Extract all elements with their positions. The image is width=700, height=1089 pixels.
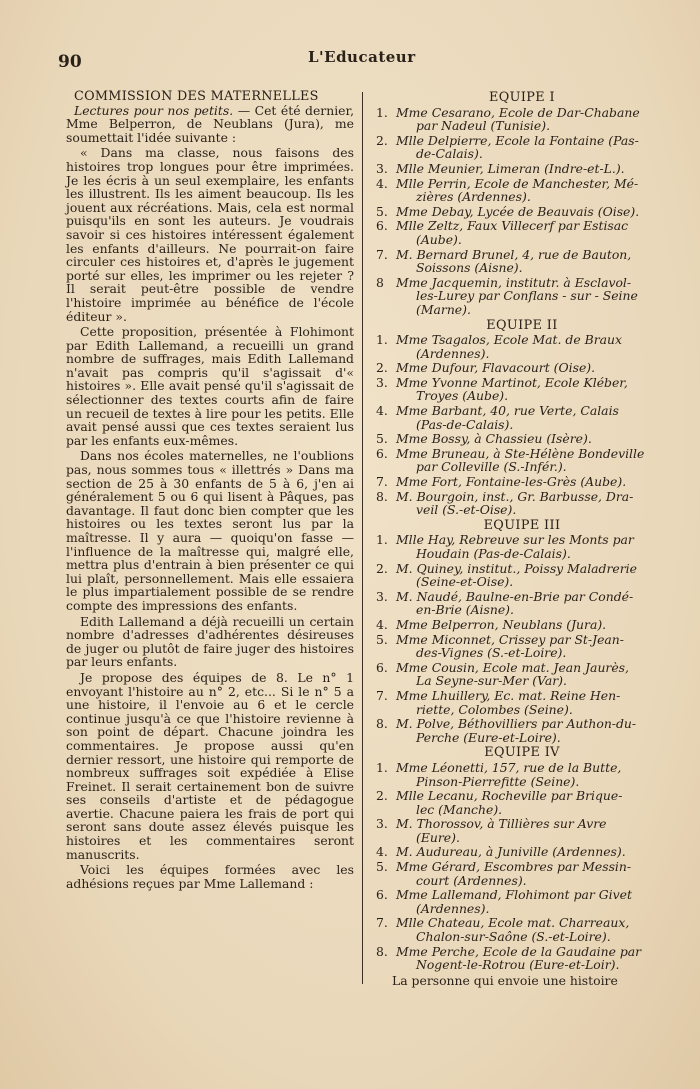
team-member [370,888,674,915]
team-title: EQUIPE I [489,90,555,105]
member-name-line: Mme Cousin, Ecole mat. Jean Jaurès, [396,659,629,675]
team-member [370,361,674,375]
team-title: EQUIPE II [486,317,558,333]
team-member [370,789,674,816]
team-member [370,106,674,133]
team-member [370,276,674,317]
team-member-list [370,761,674,972]
member-number: 4. [376,616,388,632]
lead-italic: Lectures pour nos petits. [74,102,234,118]
team-member [370,689,674,716]
member-address-line: en-Brie (Aisne). [416,602,514,618]
paragraph: Cette proposition, présentée à Flohimont par Edith Lallemand, a recueilli un grand nombre de suffrages, mais Edith Lallemand n'avait pas compris qu'il s'agissait d'« histoires ». Elle avait pensé qu'il s'agissait de sélectionner des textes courts afin de faire un recueil de textes à lire pour les petits. Elle avait pensé aussi que ces textes seraient lus par les enfants eux-mêmes. [66,324,354,448]
team-member [370,845,674,859]
member-address-line: Nogent-le-Rotrou (Eure-et-Loir). [416,957,620,973]
member-name-line: M. Thorossov, à Tillières sur Avre [396,816,607,832]
member-number: 3. [376,588,388,604]
member-number: 8. [376,943,388,959]
team-member [370,219,674,246]
member-address-line: (Ardennes). [416,900,490,916]
member-address-line: par Colleville (S.-Infér.). [416,459,567,475]
member-number: 1. [376,332,388,348]
member-number: 3. [376,816,388,832]
member-name-line: Mme Fort, Fontaine-les-Grès (Aube). [396,474,627,490]
member-address-line: (Pas-de-Calais). [416,416,514,432]
paragraph: Voici les équipes formées avec les adhésions reçues par Mme Lallemand : [66,862,354,891]
member-name-line: Mme Barbant, 40, rue Verte, Calais [396,403,619,419]
member-address-line: (Aube). [416,231,462,247]
member-name-line: Mme Dufour, Flavacourt (Oise). [396,360,596,376]
member-name-line: Mme Léonetti, 157, rue de la Butte, [396,759,622,775]
member-name-line: Mme Cesarano, Ecole de Dar-Chabane [396,104,640,120]
team-member-list [370,333,674,517]
member-address-line: veil (S.-et-Oise). [416,502,517,518]
team-member [370,633,674,660]
member-address-line: par Nadeul (Tunisie). [416,118,551,134]
team-member-list [370,106,674,317]
paragraph: Je propose des équipes de 8. Le n° 1 envoyant l'histoire au n° 2, etc... Si le n° 5 a une histoire, il l'envoie au 6 et le cercle continue jusqu'à ce que l'histoire revienne à son point de départ. Chacune joindra les commentaires. Je propose aussi qu'en dernier ressort, une histoire qui remporte de nombreux suffrages soit expédiée à Elise Freinet. Il serait certainement bon de suivre ses conseils d'artiste et de pédagogue avertie. Chacune paiera les frais de port qui seront sans doute assez élevés puisque les histoires et les commentaires seront manuscrits. [66,669,354,862]
member-name-line: M. Quiney, institut., Poissy Maladrerie [396,560,637,576]
member-address-line: (Seine-et-Oise). [416,574,514,590]
member-number: 4. [376,403,388,419]
lead-rest: — Cet été dernier, Mme Belperron, de Neublans (Jura), me soumettait l'idée suivante : [66,102,355,145]
member-number: 1. [376,532,388,548]
member-number: 4. [376,844,388,860]
member-address-line: riette, Colombes (Seine). [416,701,573,717]
team-member [370,134,674,161]
member-address-line: Pinson-Pierrefitte (Seine). [416,773,580,789]
team-member [370,376,674,403]
team-member [370,533,674,560]
member-number: 6. [376,659,388,675]
member-name-line: M. Audureau, à Juniville (Ardennes). [396,844,626,860]
member-name-line: M. Polve, Béthovilliers par Authon-du- [396,716,637,732]
member-name-line: Mme Debay, Lycée de Beauvais (Oise). [396,203,640,219]
member-number: 2. [376,788,388,804]
team-member [370,618,674,632]
member-address-line: Perche (Eure-et-Loire). [416,729,561,745]
member-name-line: Mme Bossy, à Chassieu (Isère). [396,431,592,447]
team-member [370,162,674,176]
team-member-list [370,533,674,744]
member-number: 2. [376,132,388,148]
team-member [370,177,674,204]
page-header [58,46,648,72]
left-column [66,90,354,892]
member-name-line: M. Bernard Brunel, 4, rue de Bauton, [396,246,632,262]
team-member [370,205,674,219]
member-address-line: de-Calais). [416,146,483,162]
member-number: 7. [376,474,388,490]
member-name-line: Mme Lhuillery, Ec. mat. Reine Hen- [396,687,621,703]
team-member [370,817,674,844]
member-address-line: lec (Manche). [416,801,503,817]
member-name-line: Mme Bruneau, à Ste-Hélène Bondeville [396,445,645,461]
member-number: 4. [376,175,388,191]
member-name-line: Mlle Lecanu, Rocheville par Brique- [396,788,623,804]
closing-line: La personne qui envoie une histoire [392,972,618,988]
team-member [370,717,674,744]
member-number: 1. [376,104,388,120]
journal-title: L'Educateur [308,48,416,66]
member-number: 3. [376,160,388,176]
team-member [370,475,674,489]
member-name-line: M. Naudé, Baulne-en-Brie par Condé- [396,588,634,604]
team-member [370,562,674,589]
team-title: EQUIPE IV [484,745,560,761]
member-number: 7. [376,915,388,931]
member-address-line: La Seyne-sur-Mer (Var). [416,673,567,689]
member-number: 7. [376,246,388,262]
member-name-line: Mlle Hay, Rebreuve sur les Monts par [396,532,634,548]
team-member [370,590,674,617]
team-member [370,761,674,788]
team-member [370,661,674,688]
page-number: 90 [58,52,82,72]
member-name-line: Mme Perche, Ecole de la Gaudaine par [396,943,642,959]
team-lists [370,91,674,972]
member-number: 7. [376,687,388,703]
member-address-line: (Eure). [416,829,460,845]
member-number: 8. [376,716,388,732]
paragraph: Dans nos écoles maternelles, ne l'oublions pas, nous sommes tous « illettrés » Dans ma section de 25 à 30 enfants de 5 à 6, j'en ai généralement 5 ou 6 qui lisent à Pâques, pas davantage. Il faut donc bien compter que les histoires ou les textes seront lus par la maîtresse. Il y aura — quoiqu'on fasse — l'influence de la maîtresse qui, malgré elle, mettra plus d'entrain à bien présenter ce qui lui plaît, personnellement. Mais elle essaiera le plus impartialement possible de se rendre compte des impressions des enfants. [66,448,354,613]
member-name-line: Mme Tsagalos, Ecole Mat. de Braux [396,332,622,348]
member-name-line: Mme Gérard, Escombres par Messin- [396,859,632,875]
member-name-line: Mme Lallemand, Flohimont par Givet [396,887,632,903]
member-name-line: Mme Jacquemin, institutr. à Esclavol- [396,274,632,290]
team-member [370,945,674,972]
team-member [370,432,674,446]
member-number: 6. [376,445,388,461]
member-address-line: Chalon-sur-Saône (S.-et-Loire). [416,929,611,945]
member-name-line: M. Bourgoin, inst., Gr. Barbusse, Dra- [396,488,634,504]
lead-paragraph [66,104,354,145]
member-address-line: court (Ardennes). [416,872,527,888]
member-number: 8 [376,274,384,290]
member-number: 6. [376,218,388,234]
member-number: 8. [376,488,388,504]
right-column [370,90,674,989]
team-member [370,490,674,517]
column-divider [362,92,363,984]
member-address-line: (Marne). [416,301,471,317]
member-name-line: Mlle Meunier, Limeran (Indre-et-L.). [396,160,625,176]
member-number: 5. [376,859,388,875]
team-member [370,916,674,943]
paragraph: « Dans ma classe, nous faisons des histoires trop longues pour être imprimées. Je les écris à un seul exemplaire, les enfants les illustrent. Ils les aiment beaucoup. Ils les jouent aux récréations. Mais, cela est normal puisqu'ils en sont les auteurs. Je voudrais savoir si ces histoires intéressent également les enfants d'ailleurs. Ne pourrait-on faire circuler ces histoires et, d'après le jugement porté sur elles, les imprimer ou les rejeter ? Il serait peut-être possible de vendre l'histoire imprimée au bénéfice de l'école éditeur ». [66,145,354,324]
member-address-line: (Ardennes). [416,345,490,361]
member-number: 2. [376,360,388,376]
member-number: 6. [376,887,388,903]
member-number: 2. [376,560,388,576]
member-name-line: Mlle Zeltz, Faux Villecerf par Estisac [396,218,629,234]
team-title: EQUIPE III [483,517,561,533]
member-name-line: Mlle Delpierre, Ecole la Fontaine (Pas- [396,132,639,148]
member-name-line: Mme Yvonne Martinot, Ecole Kléber, [396,374,628,390]
member-number: 3. [376,374,388,390]
member-name-line: Mlle Chateau, Ecole mat. Charreaux, [396,915,630,931]
member-number: 5. [376,203,388,219]
paragraph: Edith Lallemand a déjà recueilli un certain nombre d'adresses d'adhérentes désireuses de juger ou plutôt de faire juger des histoires par leurs enfants. [66,613,354,670]
member-address-line: zières (Ardennes). [416,189,531,205]
member-number: 5. [376,431,388,447]
member-name-line: Mme Miconnet, Crissey par St-Jean- [396,631,624,647]
team-member [370,860,674,887]
member-name-line: Mlle Perrin, Ecole de Manchester, Mé- [396,175,639,191]
member-name-line: Mme Belperron, Neublans (Jura). [396,616,607,632]
team-member [370,404,674,431]
team-member [370,447,674,474]
member-address-line: des-Vignes (S.-et-Loire). [416,645,567,661]
member-address-line: Soissons (Aisne). [416,260,523,276]
member-number: 1. [376,759,388,775]
team-member [370,333,674,360]
member-address-line: les-Lurey par Conflans - sur - Seine [416,288,638,304]
member-address-line: Troyes (Aube). [416,388,509,404]
section-title: COMMISSION DES MATERNELLES [74,89,319,104]
member-address-line: Houdain (Pas-de-Calais). [416,546,571,561]
team-member [370,248,674,275]
member-number: 5. [376,631,388,647]
